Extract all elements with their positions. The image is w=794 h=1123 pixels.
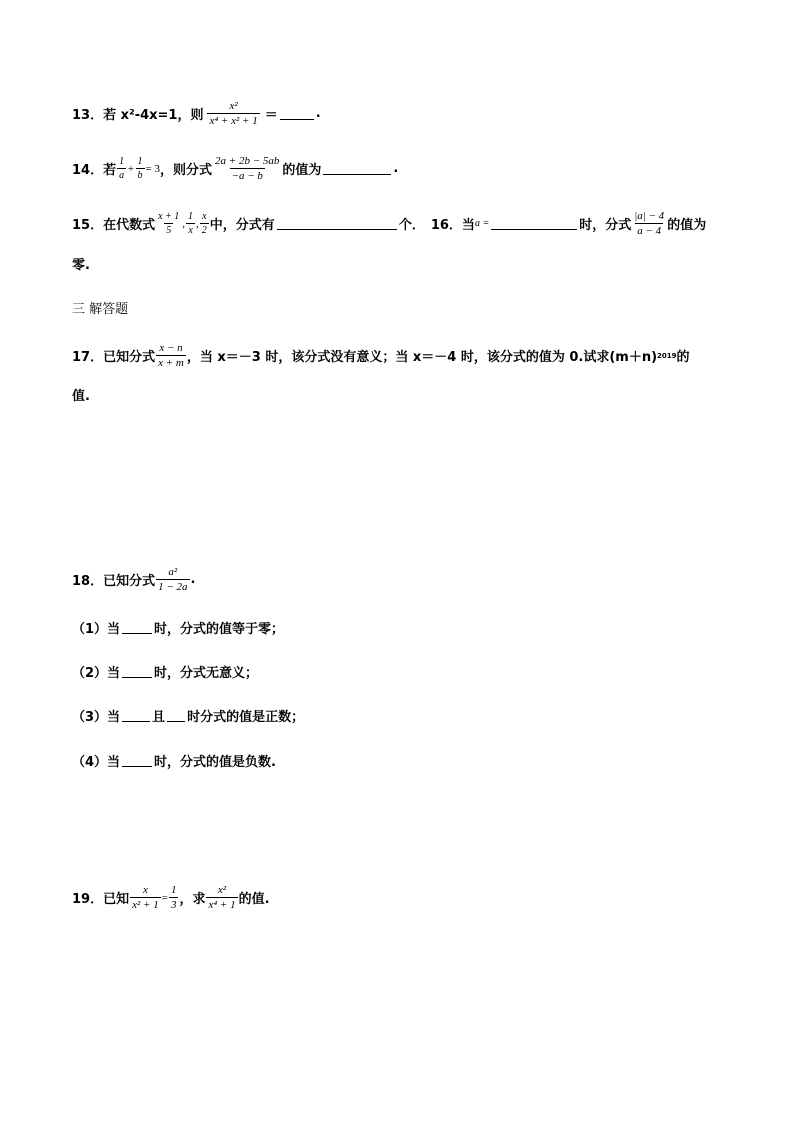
- q14-fraction-1: [117, 156, 126, 181]
- q14-text-2: ，则分式: [160, 163, 213, 178]
- q18-p2-text: 时，分式无意义；: [154, 666, 259, 681]
- q19-number: 19．: [72, 892, 104, 907]
- q19-f3-den: x⁴ + 1: [208, 899, 236, 911]
- question-15-16: [72, 210, 706, 237]
- q13-frac-den: x⁴ + x² + 1: [209, 115, 258, 127]
- q18-p3-text: 时分式的值是正数；: [187, 710, 305, 725]
- q14-fraction-2: [136, 156, 145, 181]
- q17-text-1: 已知分式: [103, 350, 156, 365]
- q15-number: 15．: [72, 218, 104, 233]
- q14-fraction-3: [213, 155, 281, 182]
- q14-f3-num: 2a + 2b − 5ab: [215, 155, 280, 167]
- q18-p4-blank[interactable]: [122, 754, 152, 767]
- q15-text-2: 中，分式有: [209, 218, 275, 233]
- q19-text-2: ，求: [179, 892, 206, 907]
- q18-frac-den: 1 − 2a: [158, 581, 188, 593]
- q14-f1-den: a: [119, 170, 125, 181]
- q19-eq: =: [161, 891, 168, 904]
- q14-f1-num: 1: [119, 156, 125, 167]
- q14-number: 14．: [72, 163, 104, 178]
- q18-p1-label: （1）当: [72, 622, 121, 637]
- q19-f3-num: x²: [217, 884, 227, 896]
- q15-f3-den: 2: [201, 225, 207, 236]
- q18-text-2: .: [190, 572, 196, 587]
- q15-f1-den: 5: [166, 225, 172, 236]
- question-13: [72, 100, 321, 127]
- q15-fraction-2: [186, 211, 195, 236]
- q18-part-4: [72, 751, 276, 770]
- q18-frac-num: a²: [168, 566, 178, 578]
- q19-text-3: 的值.: [238, 892, 270, 907]
- q13-text-1: 若 x²-4x=1，则: [103, 108, 204, 123]
- q18-p1-blank[interactable]: [122, 621, 152, 634]
- q18-p1-text: 时，分式的值等于零；: [154, 622, 285, 637]
- q19-text-1: 已知: [103, 892, 130, 907]
- q19-f2-num: 1: [170, 884, 177, 896]
- q15-f2-num: 1: [188, 211, 194, 222]
- q18-part-2: [72, 662, 258, 681]
- q14-text-3: 的值为: [282, 163, 322, 178]
- q16-var: a =: [474, 218, 490, 229]
- q15-text-3: 个．: [398, 218, 425, 233]
- q14-f2-num: 1: [137, 156, 143, 167]
- section-3-title: 三 解答题: [72, 302, 129, 317]
- q14-f2-den: b: [137, 170, 143, 181]
- q15-comma-1: ,: [182, 217, 186, 230]
- q14-answer-blank[interactable]: [323, 162, 391, 175]
- q19-fraction-1: [130, 884, 161, 911]
- q17-frac-den: x + m: [158, 357, 184, 369]
- q16-text-2: 时，分式: [579, 218, 632, 233]
- q15-fraction-3: [200, 211, 209, 236]
- q17-fraction: [156, 342, 186, 369]
- q18-fraction: [156, 566, 189, 593]
- q13-number: 13．: [72, 108, 104, 123]
- section-title-3: [72, 298, 128, 317]
- q17-text-4: 值.: [72, 389, 90, 404]
- q16-answer-blank[interactable]: [491, 217, 577, 230]
- q18-p3-label: （3）当: [72, 710, 121, 725]
- q18-p3-blank-2[interactable]: [167, 709, 185, 722]
- q19-f2-den: 3: [170, 899, 177, 911]
- q18-number: 18．: [72, 574, 104, 589]
- question-19: [72, 884, 270, 911]
- q19-f1-num: x: [142, 884, 148, 896]
- q19-fraction-3: [206, 884, 237, 911]
- q18-part-1: [72, 618, 284, 637]
- q14-eq: = 3: [145, 162, 161, 175]
- q16-number: 16．: [430, 218, 462, 233]
- q13-frac-num: x²: [229, 100, 238, 112]
- q16-text-4: 零.: [72, 258, 90, 273]
- q18-text-1: 已知分式: [103, 574, 156, 589]
- q17-number: 17．: [72, 350, 104, 365]
- q13-answer-blank[interactable]: [280, 107, 314, 120]
- q15-answer-blank[interactable]: [277, 217, 397, 230]
- q15-text-1: 在代数式: [103, 218, 156, 233]
- q15-f3-num: x: [202, 211, 207, 222]
- q16-fraction: [632, 210, 666, 237]
- q18-p3-mid: 且: [152, 710, 166, 725]
- q16-frac-num: |a| − 4: [634, 210, 665, 222]
- q13-fraction: [207, 100, 259, 127]
- q14-text-1: 若: [103, 163, 117, 178]
- q14-f3-den: −a − b: [231, 170, 263, 182]
- q19-f1-den: x² + 1: [132, 899, 159, 911]
- q17-exponent: 2019: [657, 351, 677, 360]
- q16-text-1: 当: [461, 218, 475, 233]
- q15-comma-2: ,: [196, 217, 199, 230]
- question-17: [72, 342, 690, 369]
- question-18: [72, 566, 196, 593]
- q18-part-3: [72, 706, 304, 725]
- q15-f1-num: x + 1: [158, 211, 180, 222]
- q17-frac-num: x − n: [159, 342, 183, 354]
- question-14: [72, 155, 398, 182]
- q18-p2-label: （2）当: [72, 666, 121, 681]
- q14-plus: +: [127, 162, 135, 175]
- q18-p4-label: （4）当: [72, 755, 121, 770]
- q13-text-3: .: [315, 106, 321, 121]
- q17-continuation: [72, 385, 90, 404]
- q19-fraction-2: [169, 884, 179, 911]
- q15-fraction-1: [156, 211, 181, 236]
- q13-text-2: ＝: [264, 108, 278, 123]
- q17-text-3: 的: [676, 350, 690, 365]
- q18-p2-blank[interactable]: [122, 665, 152, 678]
- q16-continuation: [72, 254, 90, 273]
- q18-p4-text: 时，分式的值是负数.: [154, 755, 276, 770]
- q18-p3-blank-1[interactable]: [122, 709, 150, 722]
- q14-text-4: .: [393, 161, 399, 176]
- q16-text-3: 的值为: [667, 218, 707, 233]
- q16-frac-den: a − 4: [637, 225, 662, 237]
- q17-text-2: ，当 x＝－3 时，该分式没有意义；当 x＝－4 时，该分式的值为 0.试求(m＋n): [186, 350, 658, 365]
- q15-f2-den: x: [188, 225, 193, 236]
